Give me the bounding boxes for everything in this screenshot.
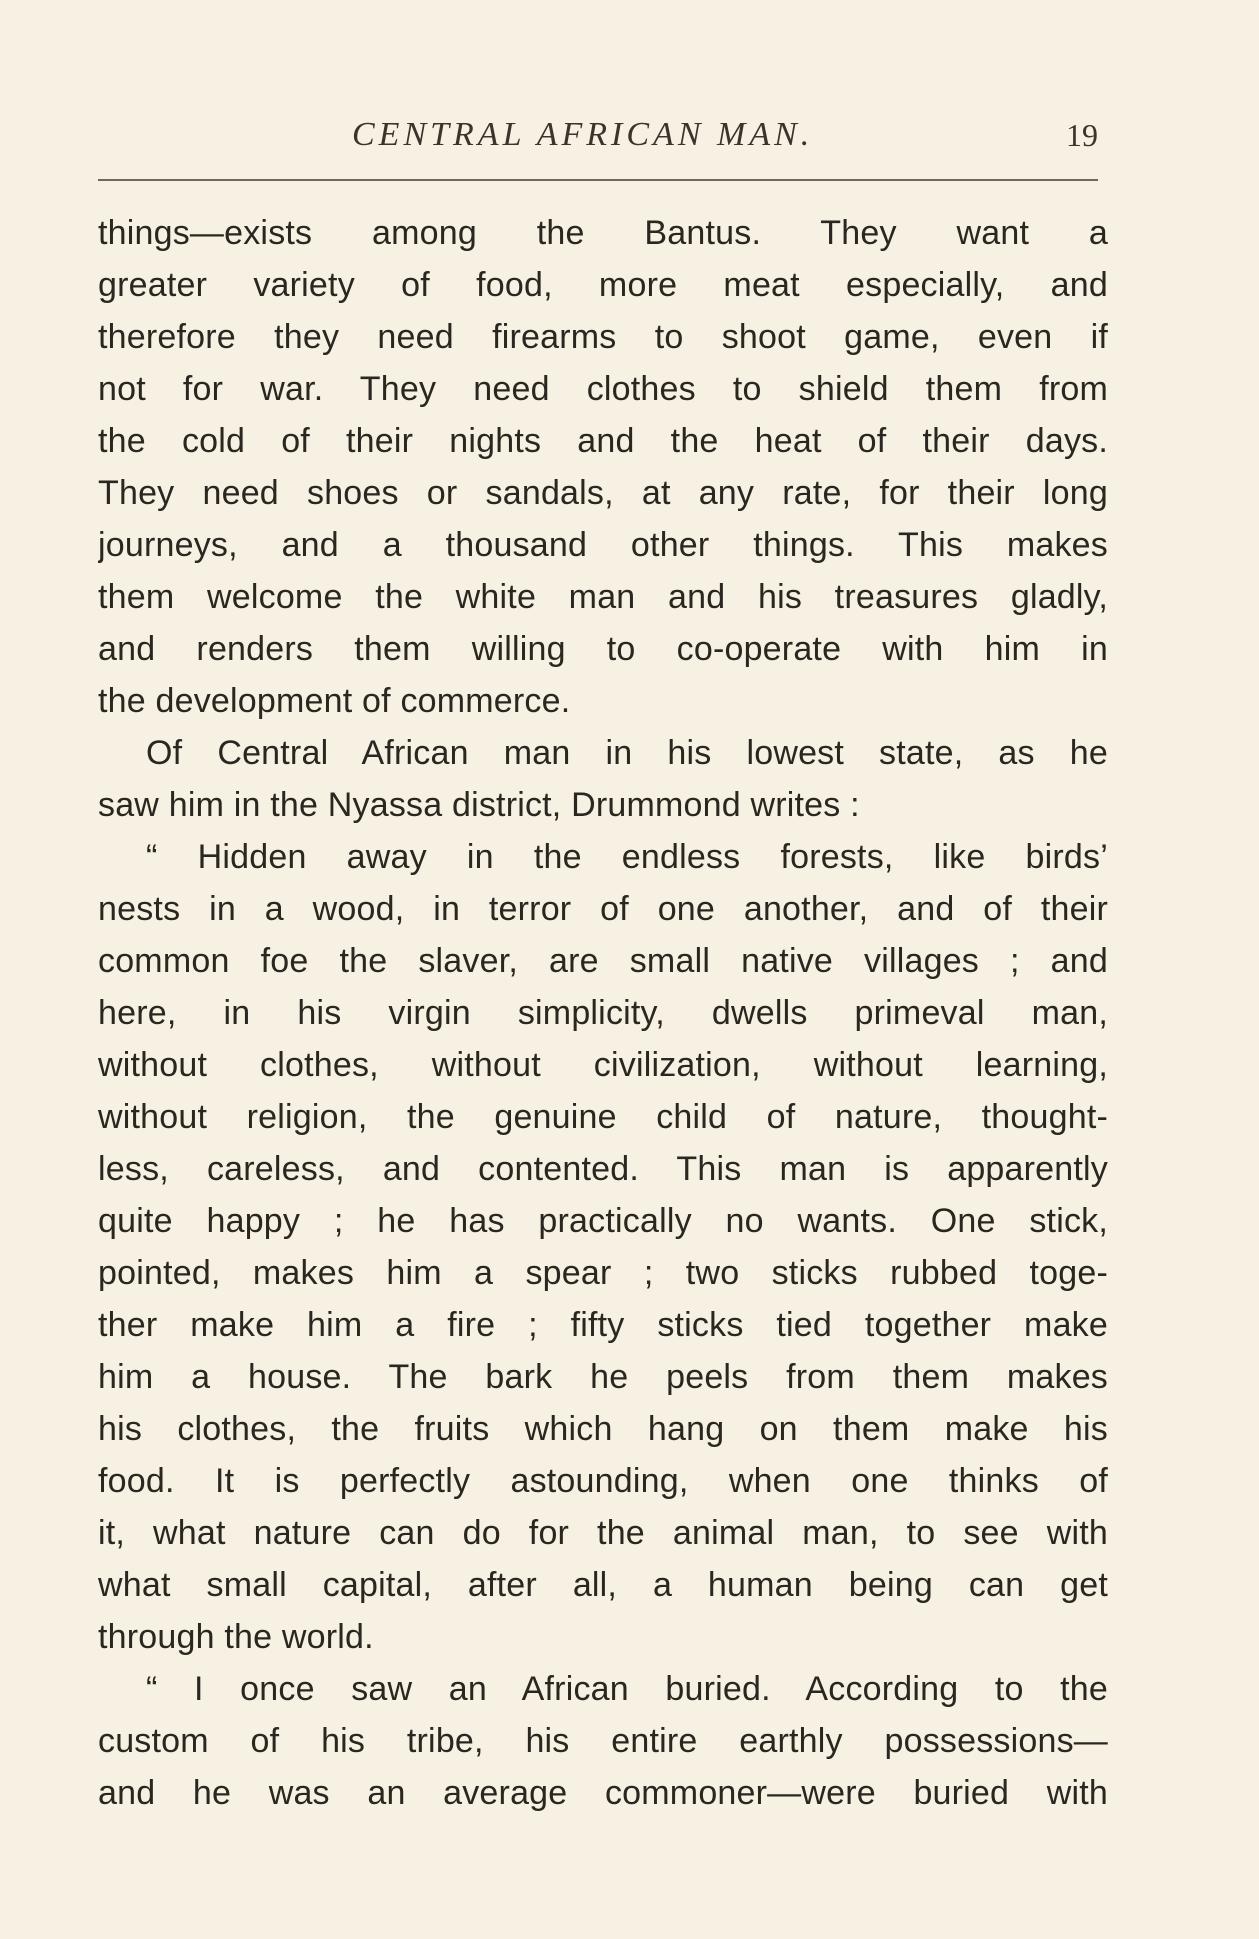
text-line: without clothes, without civilization, without learning,: [98, 1046, 1108, 1084]
text-line: without religion, the genuine child of nature, thought-: [98, 1098, 1108, 1136]
text-line: journeys, and a thousand other things. This makes: [98, 526, 1108, 564]
text-line: less, careless, and contented. This man is apparently: [98, 1150, 1108, 1188]
text-line: what small capital, after all, a human being can get: [98, 1566, 1108, 1604]
text-line: saw him in the Nyassa district, Drummond writes :: [98, 786, 860, 824]
text-line: him a house. The bark he peels from them makes: [98, 1358, 1108, 1396]
text-line: and renders them willing to co-operate with him in: [98, 630, 1108, 668]
text-line: the development of commerce.: [98, 682, 571, 720]
text-line: pointed, makes him a spear ; two sticks rubbed toge-: [98, 1254, 1108, 1292]
running-head: [98, 110, 1098, 160]
text-line: through the world.: [98, 1618, 374, 1656]
text-line: therefore they need firearms to shoot game, even if: [98, 318, 1108, 356]
text-line: here, in his virgin simplicity, dwells primeval man,: [98, 994, 1108, 1032]
text-line: it, what nature can do for the animal man, to see with: [98, 1514, 1108, 1552]
body-text: [98, 207, 1108, 1819]
text-line: “ I once saw an African buried. According to the: [146, 1670, 1108, 1708]
text-line: ther make him a fire ; fifty sticks tied together make: [98, 1306, 1108, 1344]
text-line: common foe the slaver, are small native villages ; and: [98, 942, 1108, 980]
text-line: They need shoes or sandals, at any rate, for their long: [98, 474, 1108, 512]
text-line: greater variety of food, more meat especially, and: [98, 266, 1108, 304]
page-number: 19: [1066, 117, 1098, 153]
text-line: quite happy ; he has practically no wants. One stick,: [98, 1202, 1108, 1240]
text-line: the cold of their nights and the heat of their days.: [98, 422, 1108, 460]
text-line: them welcome the white man and his treasures gladly,: [98, 578, 1108, 616]
text-line: nests in a wood, in terror of one another, and of their: [98, 890, 1108, 928]
text-line: things—exists among the Bantus. They want a: [98, 214, 1108, 252]
header-rule: [98, 179, 1098, 181]
running-title: CENTRAL AFRICAN MAN.: [352, 116, 814, 153]
text-line: not for war. They need clothes to shield them from: [98, 370, 1108, 408]
text-line: and he was an average commoner—were buried with: [98, 1774, 1108, 1812]
text-line: Of Central African man in his lowest state, as he: [146, 734, 1108, 772]
text-line: his clothes, the fruits which hang on them make his: [98, 1410, 1108, 1448]
text-line: custom of his tribe, his entire earthly possessions—: [98, 1722, 1108, 1760]
text-line: “ Hidden away in the endless forests, like birds’: [146, 838, 1108, 876]
text-line: food. It is perfectly astounding, when one thinks of: [98, 1462, 1108, 1500]
